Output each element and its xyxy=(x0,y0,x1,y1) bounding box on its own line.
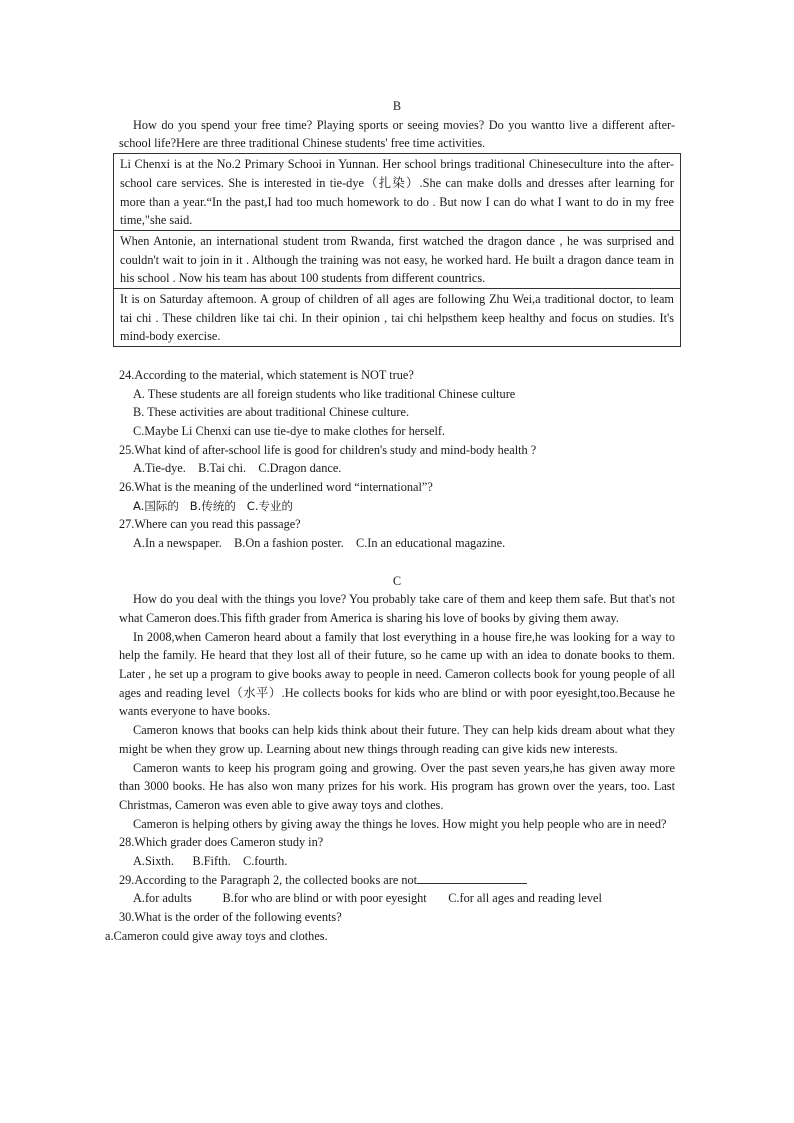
question-30-event-a: a.Cameron could give away toys and clothes. xyxy=(105,928,328,943)
question-28-options: A.Sixth. B.Fifth. C.fourth. xyxy=(133,854,288,869)
question-24-option-b: B. These activities are about traditional Chinese culture. xyxy=(133,405,410,420)
reading-content xyxy=(105,97,675,946)
question-30: 30.What is the order of the following events? xyxy=(119,910,342,925)
question-24-option-c: C.Maybe Li Chenxi can use tie-dye to make clothes for herself. xyxy=(133,423,446,438)
question-29-options: A.for adults B.for who are blind or with poor eyesight C.for all ages and reading level xyxy=(133,891,602,906)
activity-boxes xyxy=(113,153,681,347)
activity-box-li-chenxi: Li Chenxi is at the No.2 Primary Schooi in Yunnan. Her school brings traditional Chineseculture into the after-school care services. She is interested in tie-dye（扎染）.She can make dolls and dresses after learning for more than a year.“In the past,I had too much homework to do . But now I can do what I want to do in my free time,"she said. xyxy=(120,157,674,228)
activity-box-zhu-wei: It is on Saturday aftemoon. A group of children of all ages are following Zhu Wei,a traditional doctor, to leam tai chi . These children like tai chi. In their opinion , tai chi helpsthem keep healthy and focus on studies. It's mind-body exercise. xyxy=(114,288,680,346)
question-27-options: A.In a newspaper. B.On a fashion poster. C.In an educational magazine. xyxy=(133,536,506,551)
section-c-title: C xyxy=(392,573,402,588)
question-28: 28.Which grader does Cameron study in? xyxy=(119,835,324,850)
question-29-stem: 29.According to the Paragraph 2, the collected books are not xyxy=(119,872,418,887)
section-b-title: B xyxy=(392,99,402,113)
spacer xyxy=(119,553,675,572)
activity-box-antonie: When Antonie, an international student trom Rwanda, first watched the dragon dance , he was surprised and couldn't wait to join in it . Although the training was not easy, he worked hard. He built a dragon dance team in his school . Now his team has about 100 students from different countrics. xyxy=(114,230,680,288)
question-25-options: A.Tie-dye. B.Tai chi. C.Dragon dance. xyxy=(133,461,342,476)
question-24-option-a: A. These students are all foreign students who like traditional Chinese culture xyxy=(133,386,516,401)
question-25: 25.What kind of after-school life is good for children's study and mind-body health ? xyxy=(119,442,537,457)
section-c-paragraph-2: In 2008,when Cameron heard about a family that lost everything in a house fire,he was looking for a way to help the family. He heard that they lost all of their future, so he came up with an idea to donate books to them. Later , he set up a program to give books away to people in need. Cameron collects book for young people of all ages and reading level（水平）.He collects books for kids who are blind or with poor eyesight,too.Because he wants everyone to have books. xyxy=(119,629,675,719)
question-26: 26.What is the meaning of the underlined word “international”? xyxy=(119,480,433,495)
question-24: 24.According to the material, which statement is NOT true? xyxy=(119,367,414,382)
section-c-paragraph-1: How do you deal with the things you love? You probably take care of them and keep them safe. But that's not what Cameron does.This fifth grader from America is sharing his love of books by giving them away. xyxy=(119,592,675,625)
answer-blank xyxy=(417,871,527,884)
section-c-paragraph-4: Cameron wants to keep his program going and growing. Over the past seven years,he has given away more than 3000 books. He has also won many prizes for his work. His program has grown over the years, too. Last Christmas, Cameron was even able to give away toys and clothes. xyxy=(119,760,675,812)
question-27: 27.Where can you read this passage? xyxy=(119,517,301,532)
spacer xyxy=(119,347,675,366)
section-c-paragraph-5: Cameron is helping others by giving away the things he loves. How might you help people who are in need? xyxy=(133,816,667,831)
section-c-paragraph-3: Cameron knows that books can help kids think about their future. They can help kids dream about what they might be when they grow up. Learning about new things through reading can give kids new interests. xyxy=(119,723,675,756)
question-26-options: A.国际的 B.传统的 C.专业的 xyxy=(133,498,293,513)
question-29 xyxy=(119,871,675,890)
section-b-intro: How do you spend your free time? Playing sports or seeing movies? Do you wantto live a different after-school life?Here are three traditional Chinese students' free time activities. xyxy=(119,117,675,151)
